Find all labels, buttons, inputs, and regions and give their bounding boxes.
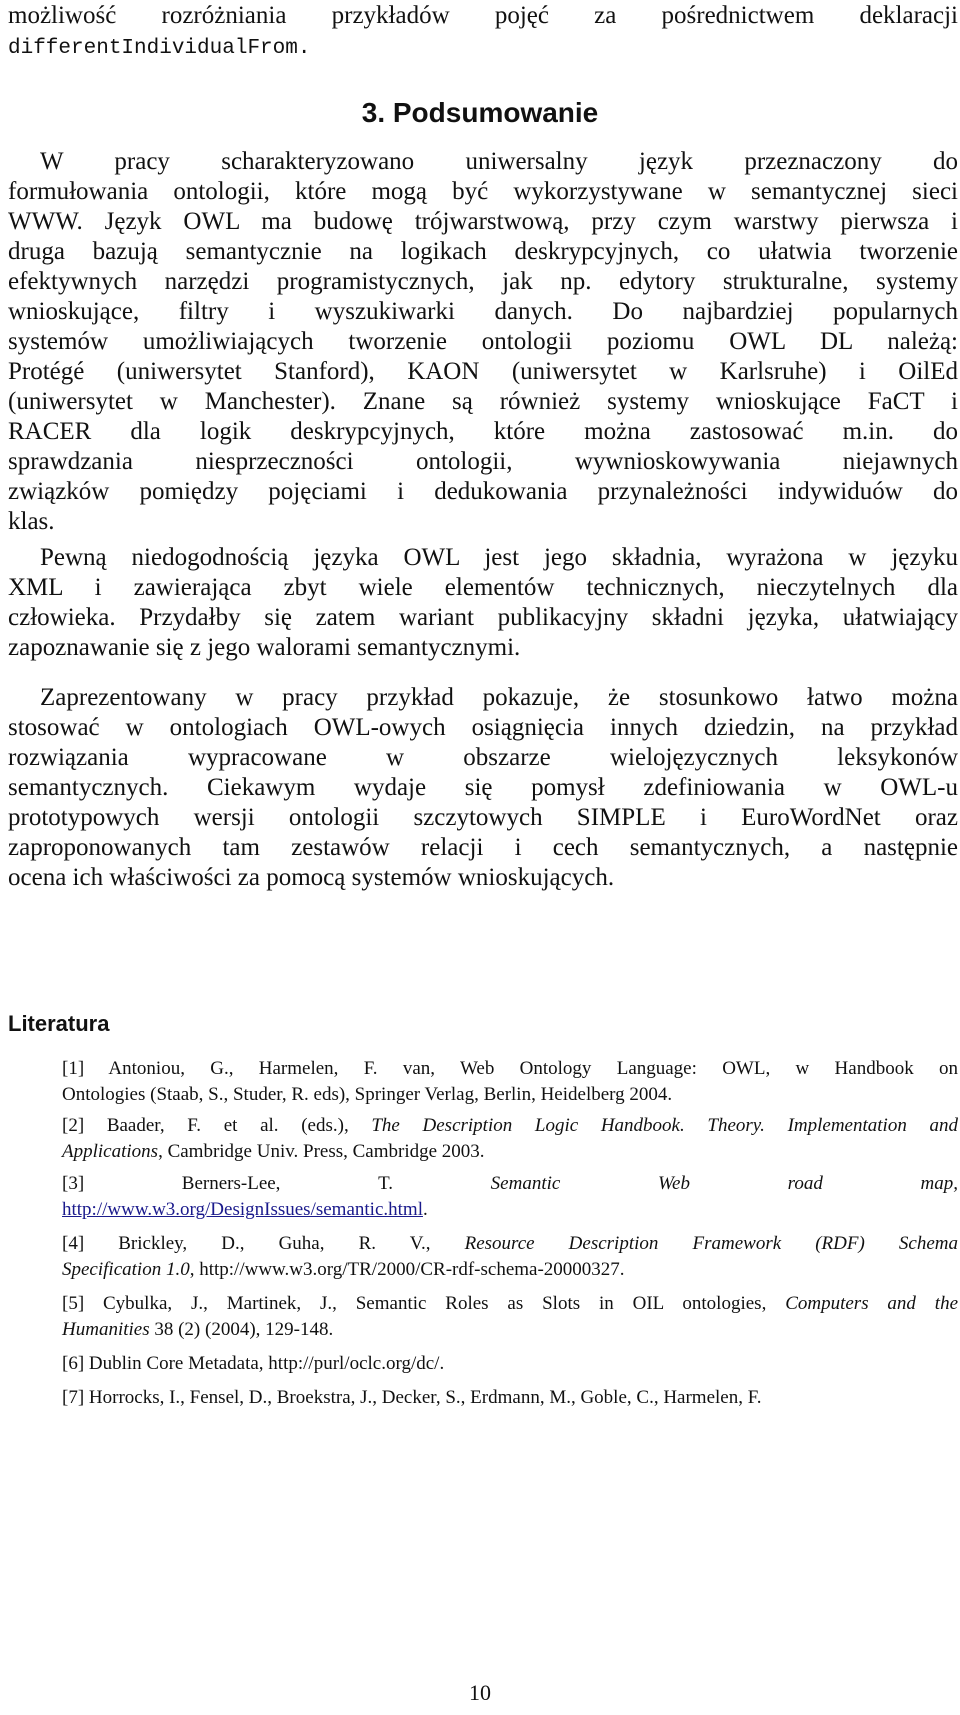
reference-2-line-2 [62, 1138, 958, 1165]
section-title: 3. Podsumowanie [361, 97, 599, 128]
reference-5-authors: [5] Cybulka, J., Martinek, J., Semantic Roles as Slots in OIL ontologies, [62, 1293, 786, 1314]
reference-3-title-word: Web [657, 1173, 690, 1194]
paragraph-line: formułowania ontologii, które mogą być wykorzystywane w semantycznej sieci [8, 178, 958, 205]
paragraph-line: semantycznych. Ciekawym wydaje się pomysł zdefiniowania w OWL-u [8, 774, 958, 801]
reference-3-title-word: map, [920, 1173, 958, 1194]
reference-3-title-word: road [787, 1173, 823, 1194]
paragraph-line: rozwiązania wypracowane w obszarze wielojęzycznych leksykonów [8, 744, 958, 771]
paragraph-line: klas. [8, 508, 55, 535]
literature-heading: Literatura [8, 1011, 110, 1036]
paragraph-line: druga bazują semantycznie na logikach deskrypcyjnych, co ułatwia tworzenie [8, 238, 958, 265]
intro-line-2: differentIndividualFrom. [8, 37, 311, 60]
paragraph-line: efektywnych narzędzi programistycznych, jak np. edytory strukturalne, systemy [8, 268, 958, 295]
paragraph-line: Zaprezentowany w pracy przykład pokazuje, że stosunkowo łatwo można [40, 684, 958, 711]
page-number: 10 [469, 1680, 491, 1705]
reference-5-line-2 [62, 1316, 958, 1343]
reference-3-word: T. [378, 1173, 394, 1194]
reference-3-word: Berners-Lee, [181, 1173, 281, 1194]
reference-5-volume: 38 (2) (2004), 129-148. [149, 1319, 334, 1340]
paragraph-line: Protégé (uniwersytet Stanford), KAON (uniwersytet w Karlsruhe) i OilEd [8, 358, 958, 385]
reference-4-line-2 [62, 1256, 958, 1283]
reference-3-period: . [422, 1199, 428, 1220]
paragraph-line: W pracy scharakteryzowano uniwersalny język przeznaczony do [40, 148, 958, 175]
reference-2-title: The Description Logic Handbook. Theory. Implementation and [371, 1115, 958, 1136]
paragraph-line: RACER dla logik deskrypcyjnych, które można zastosować m.in. do [8, 418, 958, 445]
paragraph-line: Pewną niedogodnością języka OWL jest jego składnia, wyrażona w języku [40, 544, 958, 571]
paragraph-line: człowieka. Przydałby się zatem wariant publikacyjny składni języka, ułatwiający [8, 604, 958, 631]
reference-2-publisher: , Cambridge Univ. Press, Cambridge 2003. [158, 1141, 485, 1162]
reference-3-line-1 [62, 1170, 958, 1197]
reference-3-link[interactable]: http://www.w3.org/DesignIssues/semantic.html [62, 1199, 423, 1220]
reference-4-authors: [4] Brickley, D., Guha, R. V., [62, 1233, 465, 1254]
reference-4-title-cont: Specification 1.0 [62, 1259, 190, 1280]
reference-5-journal-cont: Humanities [62, 1319, 150, 1340]
paragraph-line: zapoznawanie się z jego walorami semantycznymi. [8, 634, 521, 661]
paragraph-line: zaproponowanych tam zestawów relacji i cech semantycznych, a następnie [8, 834, 958, 861]
reference-4-url: , http://www.w3.org/TR/2000/CR-rdf-schema-20000327. [189, 1259, 625, 1280]
reference-2-authors: [2] Baader, F. et al. (eds.), [62, 1115, 372, 1136]
reference-2-title-cont: Applications [62, 1141, 159, 1162]
intro-line-1: możliwość rozróżniania przykładów pojęć za pośrednictwem deklaracji [8, 2, 958, 29]
paragraph-line: ocena ich właściwości za pomocą systemów wnioskujących. [8, 864, 615, 891]
paragraph-line: (uniwersytet w Manchester). Znane są również systemy wnioskujące FaCT i [8, 388, 958, 415]
reference-1-line-1: [1] Antoniou, G., Harmelen, F. van, Web Ontology Language: OWL, w Handbook on [62, 1058, 958, 1079]
reference-5-line-1 [62, 1290, 958, 1317]
reference-5-journal: Computers and the [785, 1293, 958, 1314]
paragraph-line: związków pomiędzy pojęciami i dedukowania przynależności indywiduów do [8, 478, 958, 505]
reference-1-line-2: Ontologies (Staab, S., Studer, R. eds), Springer Verlag, Berlin, Heidelberg 2004. [62, 1084, 673, 1105]
paragraph-line: WWW. Język OWL ma budowę trójwarstwową, przy czym warstwy pierwsza i [8, 208, 958, 235]
paragraph-line: XML i zawierająca zbyt wiele elementów technicznych, nieczytelnych dla [8, 574, 958, 601]
paragraph-line: systemów umożliwiających tworzenie ontologii poziomu OWL DL należą: [8, 328, 958, 355]
reference-7: [7] Horrocks, I., Fensel, D., Broekstra, J., Decker, S., Erdmann, M., Goble, C., Harmelen, F. [62, 1387, 762, 1408]
reference-2-line-1 [62, 1112, 958, 1139]
reference-4-line-1 [62, 1230, 958, 1257]
reference-3-word: [3] [62, 1173, 85, 1194]
reference-3-line-2 [62, 1196, 958, 1223]
paragraph-line: stosować w ontologiach OWL-owych osiągnięcia innych dziedzin, na przykład [8, 714, 958, 741]
paragraph-line: wnioskujące, filtry i wyszukiwarki danych. Do najbardziej popularnych [8, 298, 958, 325]
paragraph-line: sprawdzania niesprzeczności ontologii, wywnioskowywania niejawnych [8, 448, 958, 475]
reference-6: [6] Dublin Core Metadata, http://purl/oclc.org/dc/. [62, 1353, 445, 1374]
reference-4-title: Resource Description Framework (RDF) Schema [464, 1233, 958, 1254]
paragraph-line: prototypowych wersji ontologii szczytowych SIMPLE i EuroWordNet oraz [8, 804, 958, 831]
reference-3-title-word: Semantic [490, 1173, 561, 1194]
